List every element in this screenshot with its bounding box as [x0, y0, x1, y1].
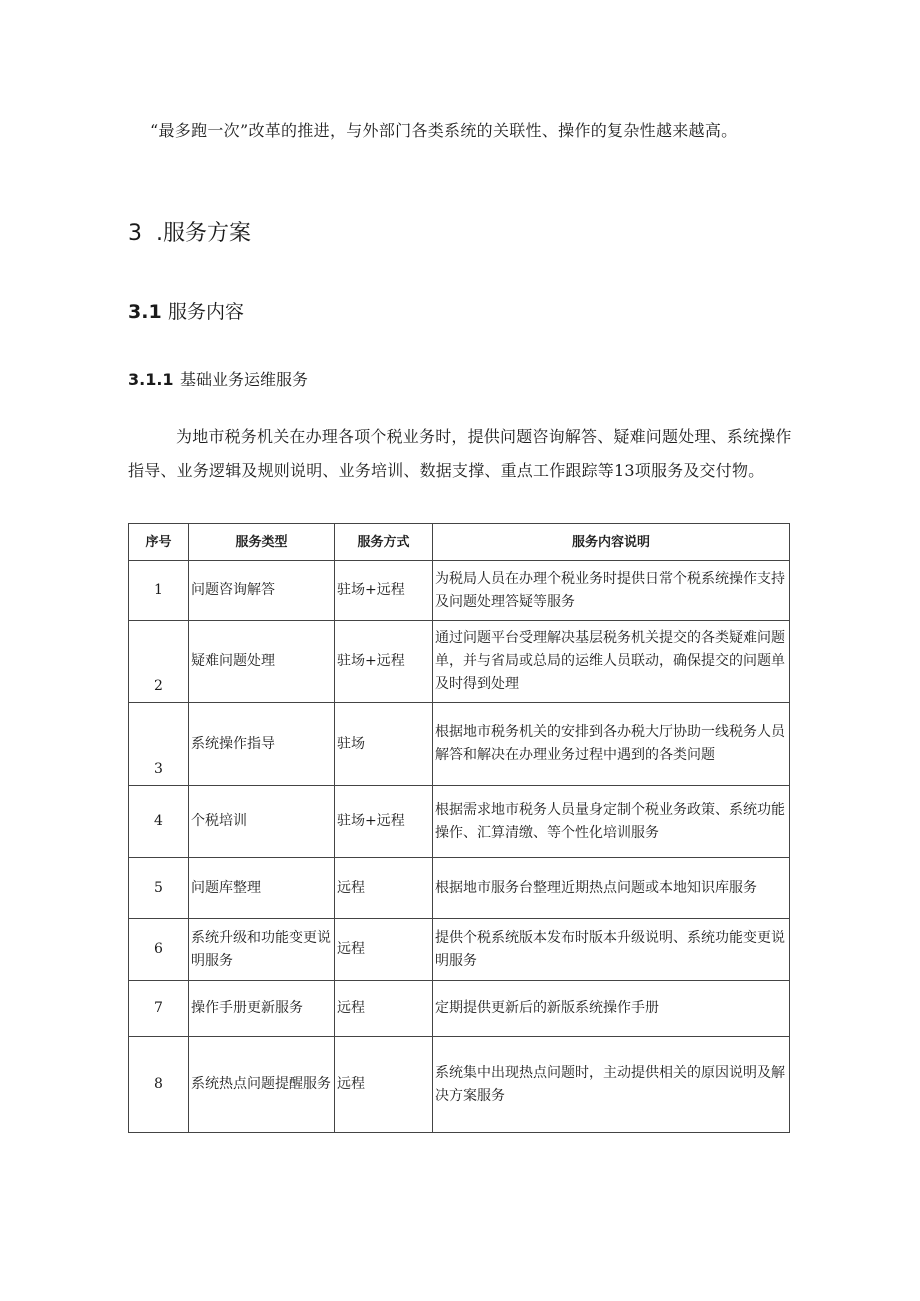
cell-desc: 通过问题平台受理解决基层税务机关提交的各类疑难问题单，并与省局或总局的运维人员联动，确保提交的问题单及时得到处理: [433, 621, 790, 703]
cell-mode: 驻场+远程: [335, 621, 433, 703]
table-row: [129, 1037, 790, 1133]
table-row: [129, 703, 790, 786]
subsubsection-title: 基础业务运维服务: [180, 370, 309, 389]
cell-desc: 根据地市服务台整理近期热点问题或本地知识库服务: [433, 858, 790, 919]
cell-mode: 远程: [335, 1037, 433, 1133]
subsubsection-heading: [128, 367, 308, 390]
header-mode: 服务方式: [335, 524, 433, 561]
cell-desc: 定期提供更新后的新版系统操作手册: [433, 981, 790, 1037]
cell-type: 疑难问题处理: [189, 621, 335, 703]
cell-type: 系统操作指导: [189, 703, 335, 786]
subsubsection-number: 3.1.1: [128, 370, 174, 389]
cell-no: 1: [129, 561, 189, 621]
cell-type: 系统升级和功能变更说明服务: [189, 919, 335, 981]
intro-line: “最多跑一次”改革的推进，与外部门各类系统的关联性、操作的复杂性越来越高。: [150, 121, 738, 140]
service-table: [128, 523, 790, 1133]
table-row: [129, 858, 790, 919]
table-row: [129, 981, 790, 1037]
table-header-row: [129, 524, 790, 561]
table-row: [129, 786, 790, 858]
cell-desc: 系统集中出现热点问题时，主动提供相关的原因说明及解决方案服务: [433, 1037, 790, 1133]
table-row: [129, 561, 790, 621]
cell-no: 4: [129, 786, 189, 858]
cell-desc: 根据需求地市税务人员量身定制个税业务政策、系统功能操作、汇算清缴、等个性化培训服务: [433, 786, 790, 858]
table-row: [129, 621, 790, 703]
subsection-number: 3.1: [128, 301, 162, 323]
body-paragraph: 为地市税务机关在办理各项个税业务时，提供问题咨询解答、疑难问题处理、系统操作指导、业务逻辑及规则说明、业务培训、数据支撑、重点工作跟踪等13项服务及交付物。: [128, 427, 792, 480]
cell-mode: 远程: [335, 858, 433, 919]
section-title: .服务方案: [156, 221, 251, 246]
header-type: 服务类型: [189, 524, 335, 561]
section-number: 3: [128, 221, 142, 246]
subsection-title: 服务内容: [168, 301, 245, 323]
cell-type: 问题库整理: [189, 858, 335, 919]
cell-type: 个税培训: [189, 786, 335, 858]
subsection-heading: [128, 297, 244, 324]
header-desc: 服务内容说明: [433, 524, 790, 561]
cell-mode: 驻场+远程: [335, 786, 433, 858]
cell-no: 8: [129, 1037, 189, 1133]
header-no: 序号: [129, 524, 189, 561]
cell-mode: 驻场+远程: [335, 561, 433, 621]
cell-mode: 远程: [335, 919, 433, 981]
cell-mode: 驻场: [335, 703, 433, 786]
cell-desc: 为税局人员在办理个税业务时提供日常个税系统操作支持及问题处理答疑等服务: [433, 561, 790, 621]
section-heading: [128, 216, 251, 247]
cell-no: 3: [129, 703, 189, 786]
cell-desc: 提供个税系统版本发布时版本升级说明、系统功能变更说明服务: [433, 919, 790, 981]
cell-type: 问题咨询解答: [189, 561, 335, 621]
cell-no: 2: [129, 621, 189, 703]
cell-no: 7: [129, 981, 189, 1037]
cell-mode: 远程: [335, 981, 433, 1037]
cell-no: 6: [129, 919, 189, 981]
cell-desc: 根据地市税务机关的安排到各办税大厅协助一线税务人员解答和解决在办理业务过程中遇到的各类问题: [433, 703, 790, 786]
cell-no: 5: [129, 858, 189, 919]
cell-type: 系统热点问题提醒服务: [189, 1037, 335, 1133]
table-row: [129, 919, 790, 981]
cell-type: 操作手册更新服务: [189, 981, 335, 1037]
